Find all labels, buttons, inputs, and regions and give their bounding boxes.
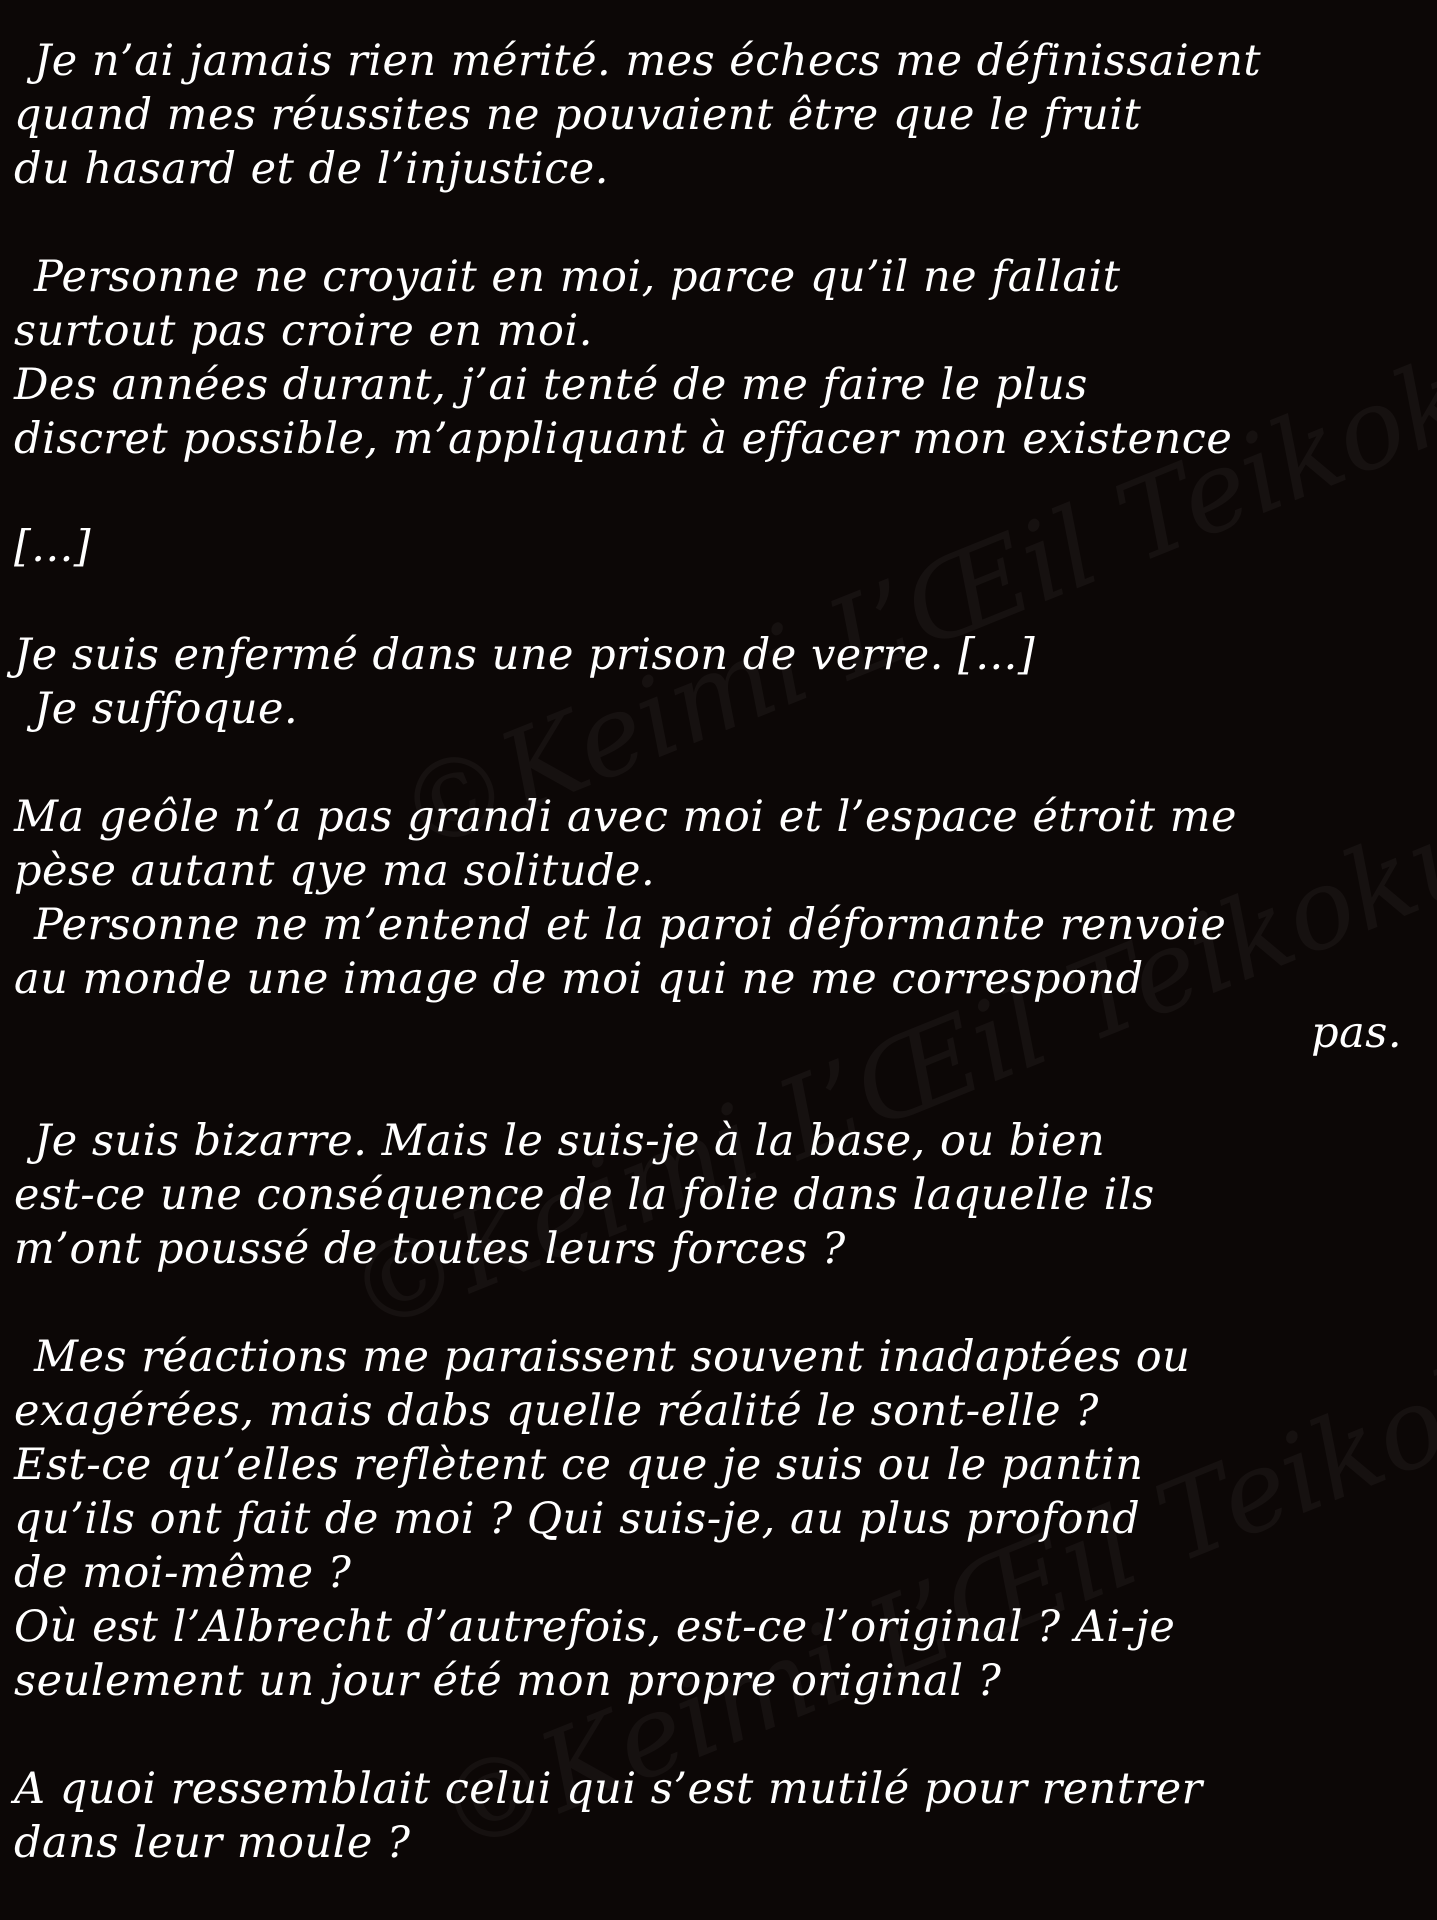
text-line: Des années durant, j’ai tenté de me faire le plus — [14, 360, 1088, 410]
blank-line — [14, 1060, 1424, 1114]
text-line: au monde une image de moi qui ne me correspond — [14, 954, 1144, 1004]
text-line: pas. — [1311, 1008, 1402, 1058]
text-line: pèse autant qye ma solitude. — [14, 846, 656, 896]
text-line: m’ont poussé de toutes leurs forces ? — [14, 1224, 846, 1274]
text-line: du hasard et de l’injustice. — [14, 144, 609, 194]
text-line: exagérées, mais dabs quelle réalité le sont-elle ? — [14, 1386, 1099, 1436]
text-line: Je n’ai jamais rien mérité. mes échecs me définissaient — [34, 36, 1262, 86]
text-line: quand mes réussites ne pouvaient être que le fruit — [14, 90, 1142, 140]
text-line: de moi-même ? — [14, 1548, 352, 1598]
text-line: Ma geôle n’a pas grandi avec moi et l’espace étroit me — [14, 792, 1237, 842]
blank-line — [14, 466, 1424, 520]
text-line: seulement un jour été mon propre original ? — [14, 1656, 1002, 1706]
poem-text — [14, 34, 1424, 1870]
text-line: Personne ne m’entend et la paroi déformante renvoie — [34, 900, 1227, 950]
blank-line — [14, 196, 1424, 250]
blank-line — [14, 1276, 1424, 1330]
text-line: [...] — [14, 522, 92, 572]
text-line: Je suis bizarre. Mais le suis-je à la base, ou bien — [34, 1116, 1106, 1166]
text-line: A quoi ressemblait celui qui s’est mutilé pour rentrer — [14, 1764, 1203, 1814]
text-line: Je suis enfermé dans une prison de verre. [...] — [14, 630, 1036, 680]
text-line: discret possible, m’appliquant à effacer mon existence — [14, 414, 1233, 464]
text-line: surtout pas croire en moi. — [14, 306, 593, 356]
text-line: Je suffoque. — [34, 684, 299, 734]
blank-line — [14, 1708, 1424, 1762]
text-line: qu’ils ont fait de moi ? Qui suis-je, au plus profond — [14, 1494, 1141, 1544]
text-line: Est-ce qu’elles reflètent ce que je suis ou le pantin — [14, 1440, 1144, 1490]
text-line: dans leur moule ? — [14, 1818, 411, 1868]
text-line: Personne ne croyait en moi, parce qu’il ne fallait — [34, 252, 1121, 302]
text-line: est-ce une conséquence de la folie dans laquelle ils — [14, 1170, 1155, 1220]
blank-line — [14, 574, 1424, 628]
blank-line — [14, 736, 1424, 790]
text-line: Où est l’Albrecht d’autrefois, est-ce l’original ? Ai-je — [14, 1602, 1176, 1652]
text-line: Mes réactions me paraissent souvent inadaptées ou — [34, 1332, 1191, 1382]
